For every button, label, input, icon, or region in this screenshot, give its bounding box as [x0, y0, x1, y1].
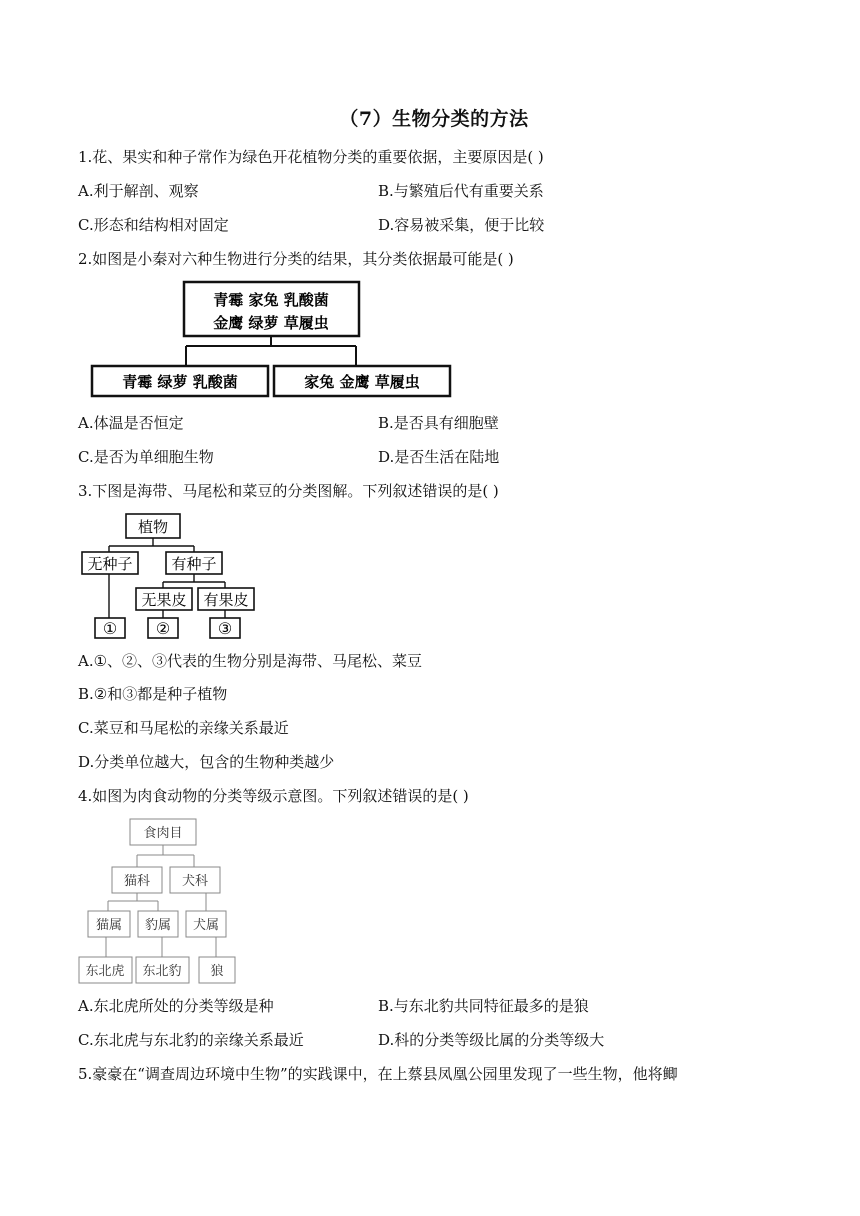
question-3-option-a: A.①、②、③代表的生物分别是海带、马尾松、菜豆 — [78, 652, 423, 670]
question-1-option-b: B.与繁殖后代有重要关系 — [378, 182, 544, 200]
question-2-option-b: B.是否具有细胞壁 — [378, 414, 499, 432]
q4-genus-leopard: 豹属 — [144, 918, 172, 933]
question-2-option-a: A.体温是否恒定 — [78, 414, 184, 432]
q2-right-box: 家兔 金鹰 草履虫 — [304, 373, 420, 391]
question-5-stem: 5.豪豪在“调查周边环境中生物”的实践课中，在上蔡县凤凰公园里发现了一些生物，他将鲫 — [78, 1065, 678, 1083]
question-3-figure — [78, 510, 268, 642]
q3-has-pericarp: 有果皮 — [203, 591, 249, 609]
q4-species-wolf: 狼 — [210, 964, 224, 979]
question-2-option-d: D.是否生活在陆地 — [378, 448, 500, 466]
question-2-figure — [84, 278, 464, 402]
q4-family-cat: 猫科 — [123, 874, 151, 889]
q3-leaf-2: ② — [155, 619, 171, 638]
question-3-stem: 3.下图是海带、马尾松和菜豆的分类图解。下列叙述错误的是( ) — [78, 482, 499, 500]
question-1-option-d: D.容易被采集，便于比较 — [378, 216, 545, 234]
question-1-option-a: A.利于解剖、观察 — [78, 182, 199, 200]
q4-species-tiger: 东北虎 — [85, 964, 125, 979]
q2-top-line2: 金鹰 绿萝 草履虫 — [213, 314, 329, 332]
question-3-option-b: B.②和③都是种子植物 — [78, 685, 228, 703]
q3-root: 植物 — [137, 518, 169, 536]
q4-family-dog: 犬科 — [181, 874, 209, 889]
question-4-figure — [76, 815, 242, 987]
q2-left-box: 青霉 绿萝 乳酸菌 — [122, 373, 238, 391]
question-3-option-d: D.分类单位越大，包含的生物种类越少 — [78, 753, 335, 771]
page-title: （7）生物分类的方法 — [339, 108, 529, 130]
q4-order: 食肉目 — [143, 826, 183, 841]
question-2-option-c: C.是否为单细胞生物 — [78, 448, 214, 466]
question-4-option-a: A.东北虎所处的分类等级是种 — [78, 997, 274, 1015]
q3-no-pericarp: 无果皮 — [141, 591, 187, 609]
q3-leaf-3: ③ — [217, 619, 233, 638]
q3-leaf-1: ① — [102, 619, 118, 638]
q3-has-seed: 有种子 — [171, 555, 217, 573]
q2-top-line1: 青霉 家兔 乳酸菌 — [213, 291, 329, 309]
q4-genus-dog: 犬属 — [192, 918, 220, 933]
question-4-option-d: D.科的分类等级比属的分类等级大 — [378, 1031, 605, 1049]
question-1-option-c: C.形态和结构相对固定 — [78, 216, 229, 234]
question-2-stem: 2.如图是小秦对六种生物进行分类的结果，其分类依据最可能是( ) — [78, 250, 514, 268]
question-4-stem: 4.如图为肉食动物的分类等级示意图。下列叙述错误的是( ) — [78, 787, 469, 805]
question-4-option-c: C.东北虎与东北豹的亲缘关系最近 — [78, 1031, 304, 1049]
question-3-option-c: C.菜豆和马尾松的亲缘关系最近 — [78, 719, 289, 737]
question-4-option-b: B.与东北豹共同特征最多的是狼 — [378, 997, 589, 1015]
q4-genus-cat: 猫属 — [95, 918, 123, 933]
q4-species-leopard: 东北豹 — [142, 964, 182, 979]
question-1-stem: 1.花、果实和种子常作为绿色开花植物分类的重要依据，主要原因是( ) — [78, 148, 544, 166]
q3-no-seed: 无种子 — [87, 555, 133, 573]
